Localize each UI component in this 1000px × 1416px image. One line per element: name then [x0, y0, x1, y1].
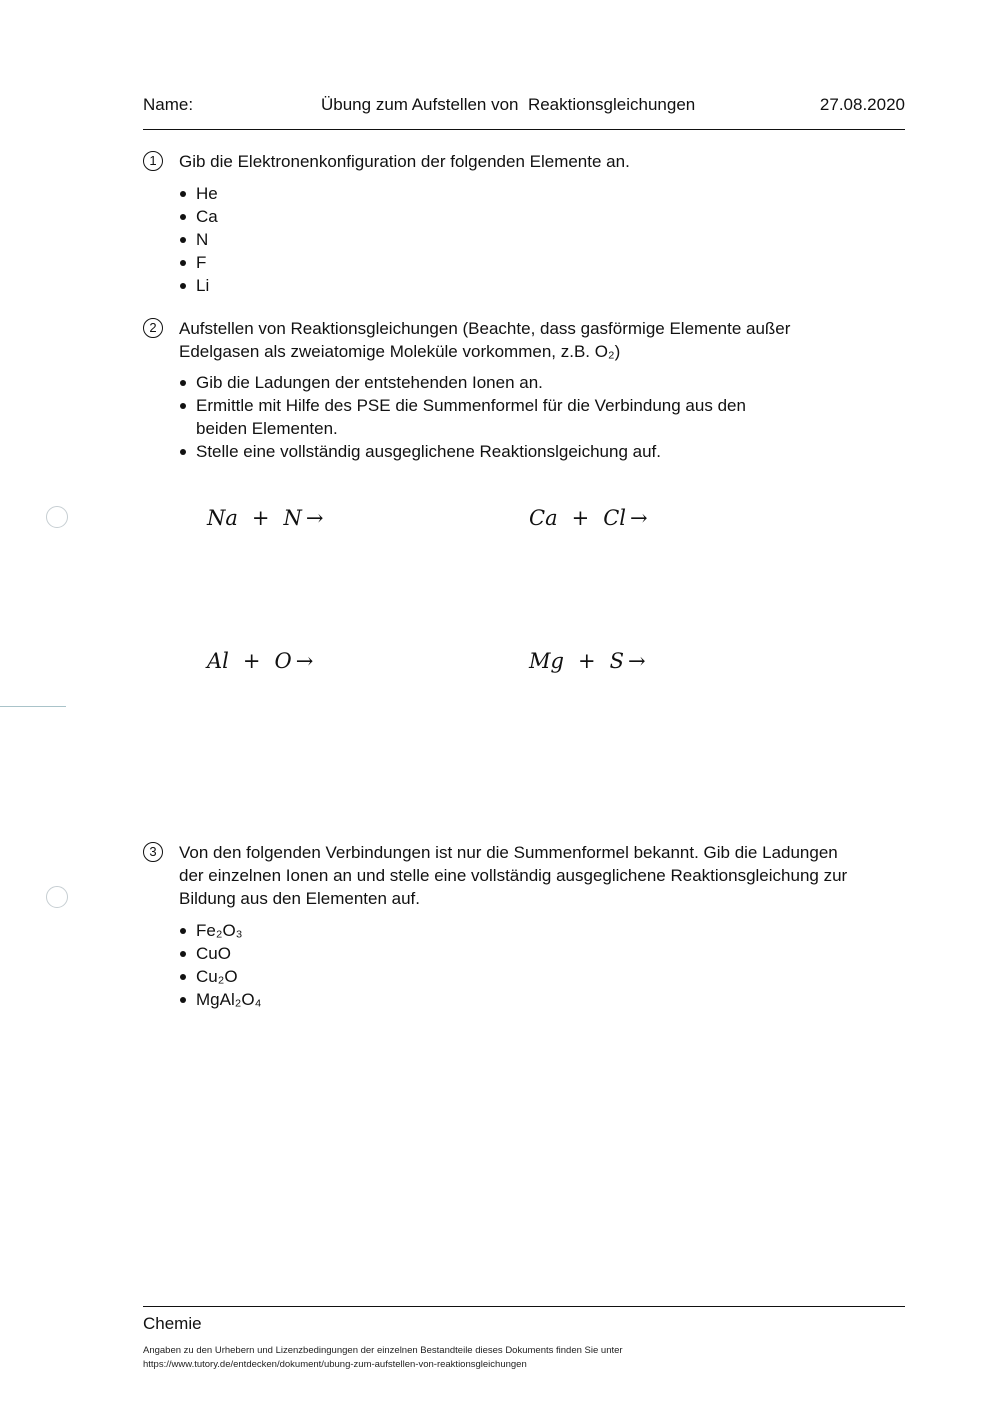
reactant: Cl: [603, 506, 626, 530]
punch-hole-top: [46, 506, 68, 528]
list-item: Ca: [179, 205, 218, 228]
header-divider: [143, 129, 905, 130]
list-item: Stelle eine vollständig ausgeglichene Reaktionslgeichung auf.: [179, 440, 746, 463]
list-item: Li: [179, 274, 218, 297]
license-note-line: Angaben zu den Urhebern und Lizenzbedingungen der einzelnen Bestandteile dieses Dokuments finden Sie unter: [143, 1345, 623, 1356]
task-number-badge: 3: [143, 842, 163, 862]
reactant: Na: [207, 506, 238, 530]
step-list: [179, 371, 746, 463]
task-number-badge: 1: [143, 151, 163, 171]
page-title: Übung zum Aufstellen von Reaktionsgleichungen: [321, 95, 696, 114]
list-item: Gib die Ladungen der entstehenden Ionen an.: [179, 371, 746, 394]
task-instruction: Gib die Elektronenkonfiguration der folgenden Elemente an.: [179, 152, 630, 171]
reactant: Ca: [529, 506, 558, 530]
instruction-line: der einzelnen Ionen an und stelle eine vollständig ausgeglichene Reaktionsgleichung zur: [179, 866, 848, 885]
reactant: S: [609, 649, 624, 673]
page-header: [143, 95, 905, 119]
equation-al-o: [207, 649, 313, 673]
reaction-arrow-icon: →: [627, 649, 646, 673]
list-item: MgAl₂O₄: [179, 988, 262, 1011]
instruction-line: Aufstellen von Reaktionsgleichungen (Beachte, dass gasförmige Elemente außer: [179, 319, 791, 338]
list-item: He: [179, 182, 218, 205]
plus-sign: +: [242, 649, 261, 673]
list-item: Fe₂O₃: [179, 919, 262, 942]
task-instruction: [179, 317, 905, 363]
reaction-arrow-icon: →: [295, 649, 314, 673]
list-item: F: [179, 251, 218, 274]
reaction-arrow-icon: →: [305, 506, 324, 530]
list-item-line: beiden Elementen.: [196, 419, 338, 438]
element-list: [179, 182, 218, 297]
subject-label: Chemie: [143, 1314, 202, 1333]
equation-na-n: [207, 506, 324, 530]
reaction-arrow-icon: →: [630, 506, 648, 530]
plus-sign: +: [251, 506, 270, 530]
instruction-line: Von den folgenden Verbindungen ist nur die Summenformel bekannt. Gib die Ladungen: [179, 843, 838, 862]
list-item: CuO: [179, 942, 262, 965]
list-item-line: Ermittle mit Hilfe des PSE die Summenformel für die Verbindung aus den: [196, 396, 746, 415]
punch-hole-bottom: [46, 886, 68, 908]
compound-list: [179, 919, 262, 1011]
reactant: Al: [207, 649, 229, 673]
license-url: https://www.tutory.de/entdecken/dokument/ubung-zum-aufstellen-von-reaktionsgleichungen: [143, 1359, 527, 1370]
reactant: Mg: [529, 649, 564, 673]
plus-sign: +: [577, 649, 596, 673]
list-item: Cu₂O: [179, 965, 262, 988]
reactant: N: [283, 506, 302, 530]
license-note: [143, 1344, 843, 1372]
equation-mg-s: [529, 649, 646, 673]
footer-divider: [143, 1306, 905, 1307]
plus-sign: +: [571, 506, 590, 530]
list-item: N: [179, 228, 218, 251]
reactant: O: [274, 649, 292, 673]
task-instruction: [179, 841, 905, 910]
list-item: [179, 394, 746, 440]
equation-ca-cl: [529, 506, 648, 530]
instruction-line: Bildung aus den Elementen auf.: [179, 889, 421, 908]
date-label: 27.08.2020: [819, 95, 905, 114]
name-label: Name:: [143, 95, 194, 114]
task-number-badge: 2: [143, 318, 163, 338]
instruction-line: Edelgasen als zweiatomige Moleküle vorkommen, z.B. O₂): [179, 342, 621, 361]
fold-mark: [0, 706, 66, 707]
